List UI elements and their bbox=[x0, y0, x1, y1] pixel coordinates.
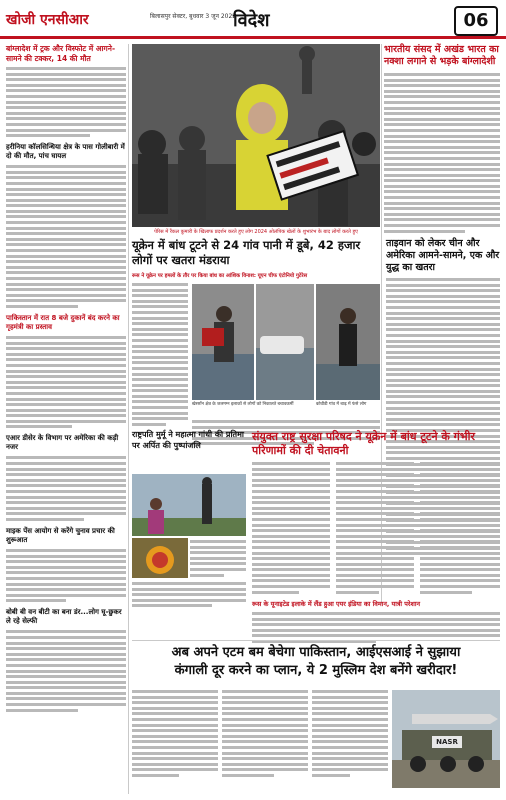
main-headline: यूक्रेन में बांध टूटने से 24 गांव पानी में डूबे, 42 हजार लोगों पर खतरा मंडराया bbox=[132, 238, 361, 267]
unsc-body-col-1 bbox=[252, 462, 330, 596]
right-column bbox=[384, 44, 500, 235]
bottom-headline-line-2: कंगाली दूर करने का प्लान, ये 2 मुस्लिम देश बनेंगे खरीदार! bbox=[174, 663, 458, 678]
masthead bbox=[0, 0, 506, 40]
bottom-body-col-2 bbox=[222, 690, 308, 780]
main-story-body-left bbox=[132, 283, 188, 428]
left-body-6 bbox=[6, 630, 126, 711]
flood-photo-caption-2: कोवीडी गांव में बाढ़ में फंसे लोग bbox=[316, 402, 367, 407]
left-body-4 bbox=[6, 456, 126, 521]
protest-photo bbox=[132, 44, 380, 227]
left-body-2 bbox=[6, 165, 126, 308]
left-body-3 bbox=[6, 336, 126, 429]
missile-truck-photo bbox=[392, 690, 500, 788]
unsc-headline: संयुक्त राष्ट्र सुरक्षा परिषद ने यूक्रेन में बांध टूटने के गंभीर परिणामों की दी चेतावनी bbox=[252, 430, 475, 457]
gandhi-body-1 bbox=[190, 540, 246, 579]
left-column bbox=[6, 44, 126, 714]
left-headline-3: पाकिस्तान में रात 8 बजे दुकानें बंद करने का गृहमंत्री का प्रस्ताव bbox=[6, 313, 120, 331]
air-india-headline: रूस के यूनाइटेड इलाके में लैंड हुआ एयर इंडिया का विमान, यात्री परेशान bbox=[252, 600, 421, 608]
gandhi-body-2 bbox=[132, 582, 246, 610]
section-title: विदेश bbox=[233, 10, 270, 31]
right-headline-1: भारतीय संसद में अखंड भारत का नक्शा लगाने से भड़के बांग्लादेशी bbox=[384, 44, 499, 67]
gandhi-statue-photo bbox=[132, 474, 246, 536]
masthead-rule bbox=[0, 36, 506, 39]
brand-logo: खोजी एनसीआर bbox=[6, 12, 89, 28]
right-body-1 bbox=[384, 73, 500, 233]
left-headline-1: बांग्लादेश में ट्रक और विस्फोट में आगने-सामने की टक्कर, 14 की मौत bbox=[6, 44, 116, 63]
missile-truck-label: NASR bbox=[436, 738, 458, 746]
left-body-5 bbox=[6, 549, 126, 602]
left-headline-4: एआर डीसेर के विभाग पर अमेरिका की कड़ी नजर bbox=[6, 434, 119, 452]
bottom-body-col-3 bbox=[312, 690, 388, 780]
bottom-body-col-1 bbox=[132, 690, 218, 780]
left-body-1 bbox=[6, 67, 126, 137]
dateline: बिलासपुर सेक्टर, बुधवार 3 जून 2022 bbox=[150, 13, 237, 20]
flood-photo-caption: खेरसॉन क्षेत्र के जलमग्न इलाकों से लोगों को निकालते बचावकर्मी bbox=[192, 402, 294, 407]
main-subheadline: रूस ने यूक्रेन पर हमलों के तौर पर किया बांध का आंशिक विनाश: यूएन चीफ एंटोनियो गुटेरेस bbox=[132, 273, 308, 279]
left-headline-2: हरीनिया कॉलसिन्धिया क्षेत्र के पास गोलीबारी में दो की मौत, पांच घायल bbox=[6, 143, 125, 161]
flower-wreath-photo bbox=[132, 538, 188, 578]
flood-photo-rescue bbox=[192, 284, 254, 400]
right-headline-2: ताइवान को लेकर चीन और अमेरिका आमने-सामने, एक और युद्ध का खतरा bbox=[386, 238, 500, 273]
page-number: 06 bbox=[454, 6, 498, 36]
bottom-divider bbox=[132, 640, 500, 641]
flood-photo-cars bbox=[256, 284, 314, 400]
bottom-headline-line-1: अब अपने एटम बम बेचेगा पाकिस्तान, आईएसआई ने सुझाया bbox=[171, 645, 461, 660]
gandhi-headline: राष्ट्रपति मुर्मू ने महात्मा गांधी की प्रतिमा पर अर्पित की पुष्पांजलि bbox=[132, 430, 244, 450]
unsc-body-col-2 bbox=[336, 462, 414, 596]
flood-photo-woman bbox=[316, 284, 380, 400]
protest-photo-caption: पेरिस में रैंकल कुमारी के खिलाफ प्रदर्शन करते हुए लोग 2024 ओलंपिक खेलों के शुभारंभ के बाद लोगों करते हुए bbox=[154, 229, 358, 235]
left-column-divider bbox=[128, 44, 129, 794]
unsc-body-col-3 bbox=[420, 462, 500, 596]
left-headline-5: माइक पेंस आयोग से करेंगे चुनाव प्रचार की शुरूआत bbox=[6, 527, 115, 544]
left-headline-6: बोबी बी वन बीटी का बना डंर...लोग घू-छुकर ले रहे सेल्फी bbox=[6, 608, 122, 626]
